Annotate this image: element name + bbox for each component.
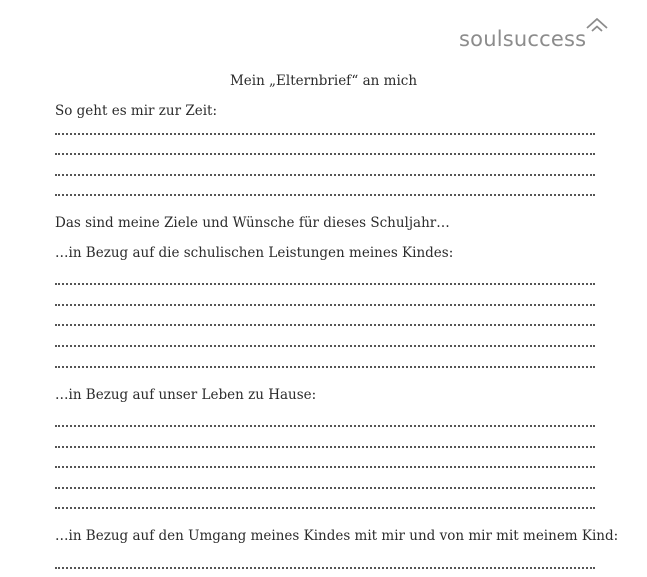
writing-line bbox=[55, 304, 595, 306]
writing-line bbox=[55, 174, 595, 176]
writing-line bbox=[55, 194, 595, 196]
writing-line bbox=[55, 324, 595, 326]
writing-line bbox=[55, 153, 595, 155]
brand-logo bbox=[459, 16, 609, 50]
double-chevron-up-icon bbox=[585, 16, 609, 36]
writing-line bbox=[55, 507, 595, 509]
writing-line bbox=[55, 446, 595, 448]
writing-line bbox=[55, 283, 595, 285]
section-label-home: …in Bezug auf unser Leben zu Hause: bbox=[55, 387, 317, 403]
section-label-relationship: …in Bezug auf den Umgang meines Kindes mit mir und von mir mit meinem Kind: bbox=[55, 528, 619, 544]
brand-name: soulsuccess bbox=[459, 27, 587, 51]
writing-line bbox=[55, 425, 595, 427]
writing-line bbox=[55, 487, 595, 489]
writing-line bbox=[55, 133, 595, 135]
writing-line bbox=[55, 567, 595, 569]
writing-line bbox=[55, 366, 595, 368]
section-label-school: …in Bezug auf die schulischen Leistungen meines Kindes: bbox=[55, 245, 454, 261]
section-label-goals: Das sind meine Ziele und Wünsche für dieses Schuljahr… bbox=[55, 215, 450, 231]
writing-line bbox=[55, 345, 595, 347]
page-title: Mein „Elternbrief“ an mich bbox=[229, 73, 418, 89]
writing-line bbox=[55, 466, 595, 468]
section-label-current-state: So geht es mir zur Zeit: bbox=[55, 103, 217, 119]
